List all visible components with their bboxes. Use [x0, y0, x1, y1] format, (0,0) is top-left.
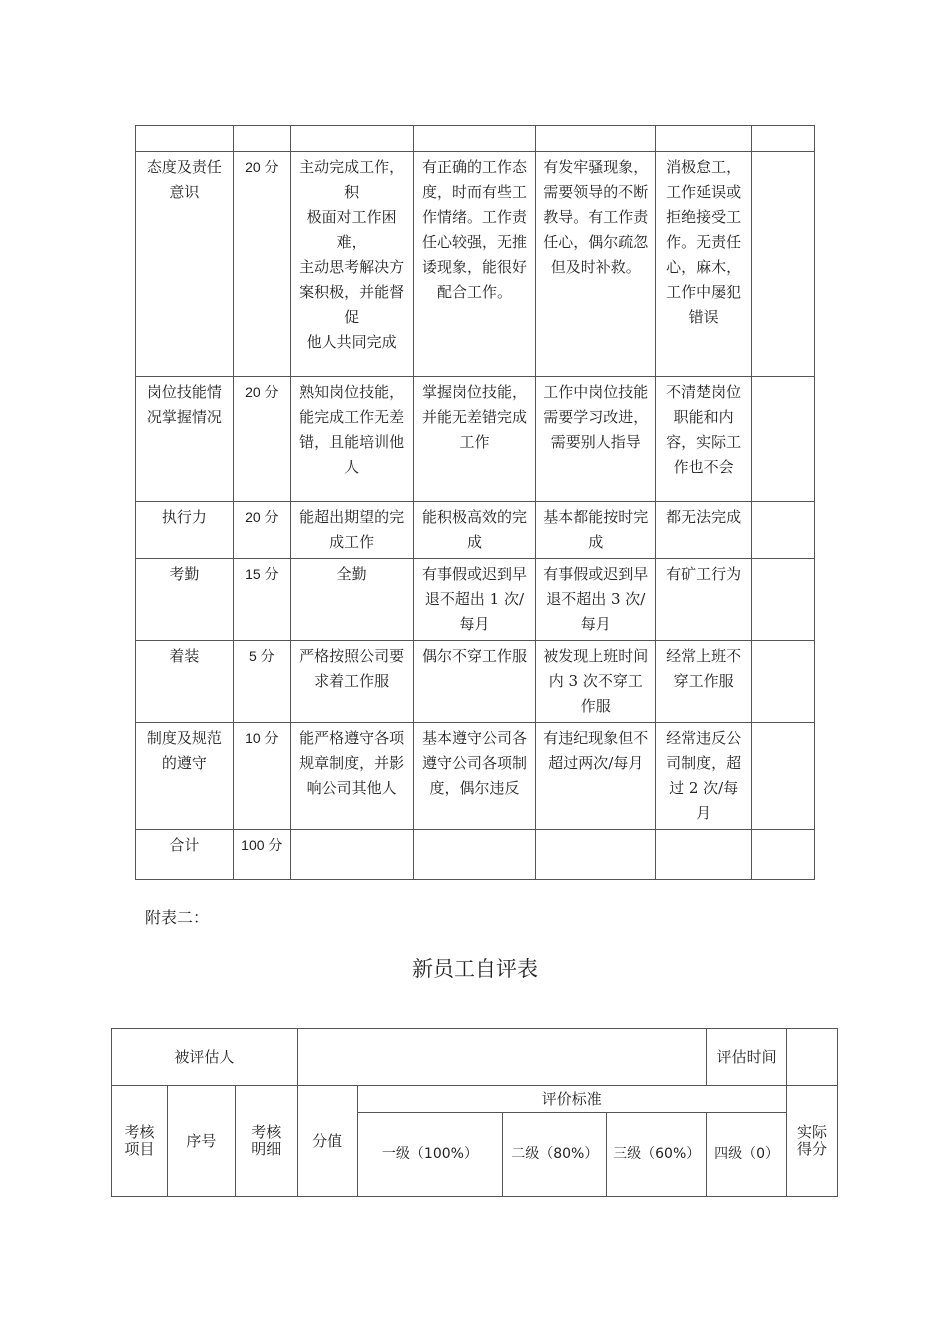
cell-l3: 基本都能按时完成: [536, 502, 656, 559]
cell-item: 制度及规范 的遵守: [136, 723, 234, 830]
level4-header: 四级（0）: [707, 1113, 787, 1197]
assessment-criteria-table: [135, 125, 815, 880]
table-row: [136, 723, 815, 830]
cell-l1: [290, 830, 413, 880]
cell-l1: 能超出期望的完成工作: [290, 502, 413, 559]
col-seq-header: 序号: [167, 1086, 235, 1197]
col-standard-header: 评价标准: [357, 1086, 786, 1113]
cell-l3: 有违纪现象但不超过两次/每月: [536, 723, 656, 830]
table-cell: [136, 126, 234, 152]
cell-l3: 工作中岗位技能需要学习改进，需要别人指导: [536, 377, 656, 502]
cell-item: 考勤: [136, 559, 234, 641]
table-row: [136, 126, 815, 152]
cell-actual-score[interactable]: [752, 830, 815, 880]
cell-l4: [656, 830, 752, 880]
table-row: [136, 559, 815, 641]
table-row: [112, 1029, 838, 1086]
cell-score: 100 分: [233, 830, 290, 880]
eval-time-input[interactable]: [787, 1029, 838, 1086]
table-row: [136, 152, 815, 377]
cell-l4: 都无法完成: [656, 502, 752, 559]
cell-actual-score[interactable]: [752, 559, 815, 641]
table-row: [136, 377, 815, 502]
table-cell: [656, 126, 752, 152]
level1-header: 一级（100%）: [357, 1113, 503, 1197]
eval-time-label: 评估时间: [707, 1029, 787, 1086]
table-cell: [536, 126, 656, 152]
appendix-label: 附表二：: [145, 908, 210, 927]
level3-header: 三级（60%）: [607, 1113, 707, 1197]
assessment-criteria-body: [136, 126, 815, 880]
table-cell: [413, 126, 536, 152]
table-cell: [752, 126, 815, 152]
cell-l1: 能严格遵守各项规章制度，并影响公司其他人: [290, 723, 413, 830]
cell-score: 5 分: [233, 641, 290, 723]
col-detail-header: 考核 明细: [235, 1086, 297, 1197]
cell-score: 20 分: [233, 502, 290, 559]
cell-actual-score[interactable]: [752, 641, 815, 723]
cell-l3: 有发牢骚现象，需要领导的不断教导。有工作责任心，偶尔疏忽但及时补救。: [536, 152, 656, 377]
level2-header: 二级（80%）: [503, 1113, 607, 1197]
cell-score: 20 分: [233, 152, 290, 377]
table-row: [112, 1086, 838, 1113]
evaluatee-input[interactable]: [297, 1029, 706, 1086]
cell-l2: 有事假或迟到早退不超出 1 次/每月: [413, 559, 536, 641]
self-evaluation-table: [111, 1028, 838, 1197]
cell-l3: 有事假或迟到早退不超出 3 次/每月: [536, 559, 656, 641]
col-score-header: 分值: [297, 1086, 357, 1197]
cell-l2: 有正确的工作态度，时而有些工作情绪。工作责任心较强，无推诿现象，能很好配合工作。: [413, 152, 536, 377]
cell-actual-score[interactable]: [752, 723, 815, 830]
cell-l1: 全勤: [290, 559, 413, 641]
table-cell: [233, 126, 290, 152]
col-actual-header: 实际 得分: [787, 1086, 838, 1197]
form-title: 新员工自评表: [412, 957, 538, 981]
cell-score: 10 分: [233, 723, 290, 830]
col-item-header: 考核 项目: [112, 1086, 168, 1197]
cell-score: 20 分: [233, 377, 290, 502]
cell-actual-score[interactable]: [752, 502, 815, 559]
cell-l3: 被发现上班时间内 3 次不穿工作服: [536, 641, 656, 723]
table-row: [136, 830, 815, 880]
evaluatee-label: 被评估人: [112, 1029, 298, 1086]
cell-item: 执行力: [136, 502, 234, 559]
table-row: [136, 502, 815, 559]
cell-l1: 主动完成工作，积 极面对工作困难， 主动思考解决方 案积极，并能督促 他人共同完成: [290, 152, 413, 377]
table-cell: [290, 126, 413, 152]
cell-l4: 有矿工行为: [656, 559, 752, 641]
cell-item: 岗位技能情 况掌握情况: [136, 377, 234, 502]
cell-actual-score[interactable]: [752, 152, 815, 377]
cell-l2: 偶尔不穿工作服: [413, 641, 536, 723]
cell-l4: 经常违反公司制度，超过 2 次/每月: [656, 723, 752, 830]
cell-score: 15 分: [233, 559, 290, 641]
cell-actual-score[interactable]: [752, 377, 815, 502]
cell-l4: 经常上班不穿工作服: [656, 641, 752, 723]
cell-l3: [536, 830, 656, 880]
cell-item: 合计: [136, 830, 234, 880]
cell-l4: 消极怠工，工作延误或拒绝接受工作。无责任心，麻木，工作中屡犯错误: [656, 152, 752, 377]
cell-l2: 能积极高效的完成: [413, 502, 536, 559]
cell-l4: 不清楚岗位职能和内容，实际工作也不会: [656, 377, 752, 502]
cell-item: 着装: [136, 641, 234, 723]
table-row: [136, 641, 815, 723]
cell-item: 态度及责任 意识: [136, 152, 234, 377]
cell-l1: 熟知岗位技能，能完成工作无差错，且能培训他人: [290, 377, 413, 502]
cell-l1: 严格按照公司要求着工作服: [290, 641, 413, 723]
cell-l2: 基本遵守公司各遵守公司各项制度，偶尔违反: [413, 723, 536, 830]
cell-l2: [413, 830, 536, 880]
cell-l2: 掌握岗位技能，并能无差错完成工作: [413, 377, 536, 502]
